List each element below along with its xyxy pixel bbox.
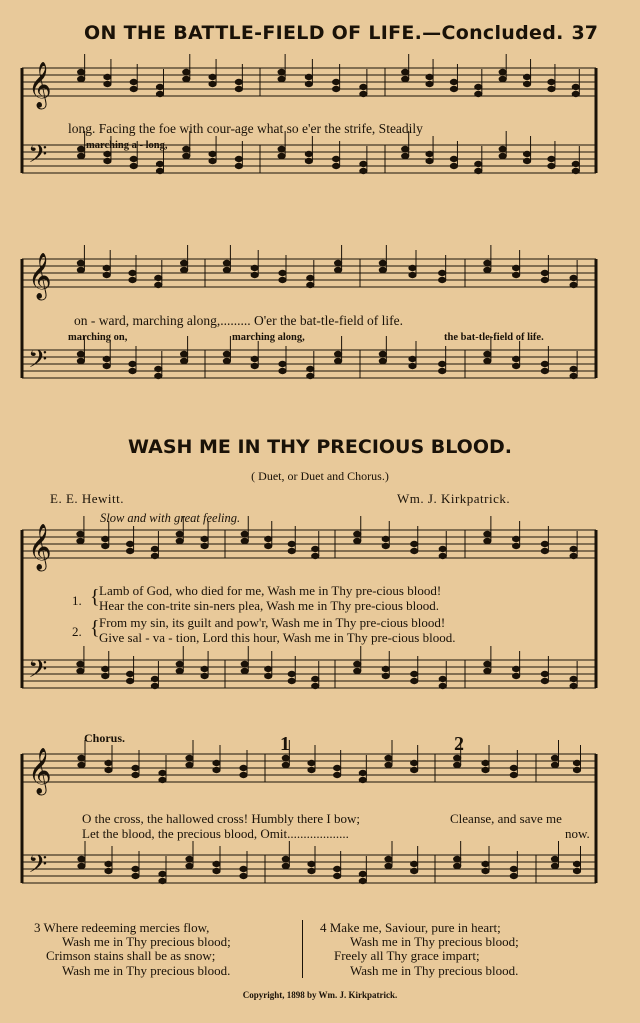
page-header-title: ON THE BATTLE-FIELD OF LIFE.—Concluded. xyxy=(84,22,564,44)
svg-text:𝄢: 𝄢 xyxy=(28,850,48,885)
lyric-line: long. Facing the foe with cour-age what so e'er the strife, Steadily xyxy=(68,121,423,136)
lyric-line: on - ward, marching along,......... O'er the bat-tle-field of life. xyxy=(74,313,403,328)
composer: Wm. J. Kirkpatrick. xyxy=(397,491,511,506)
verse-line: Give sal - va - tion, Lord this hour, Wash me in Thy pre-cious blood. xyxy=(99,630,456,645)
svg-text:𝄞: 𝄞 xyxy=(28,62,52,108)
chorus-label: Chorus. xyxy=(84,731,126,745)
bass-cue-marching-along: marching along, xyxy=(232,332,305,343)
stanza-4: 4 Make me, Saviour, pure in heart; Wash me in Thy precious blood; Freely all Thy grace impart; Wash me in Thy precious blood. xyxy=(320,920,519,978)
svg-text:𝄢: 𝄢 xyxy=(28,345,48,380)
verse-line: From my sin, its guilt and pow'r, Wash me in Thy pre-cious blood! xyxy=(99,615,446,630)
chorus-lyric-ending: now. xyxy=(565,826,590,841)
svg-text:𝄢: 𝄢 xyxy=(28,140,48,175)
lyricist: E. E. Hewitt. xyxy=(50,491,125,506)
svg-text:𝄢: 𝄢 xyxy=(28,655,48,690)
brace-left: { xyxy=(90,586,100,608)
chorus-lyric: O the cross, the hallowed cross! Humbly there I bow; xyxy=(82,811,360,826)
chorus-lyric-ending: Cleanse, and save me xyxy=(450,811,562,826)
verse-line: Lamb of God, who died for me, Wash me in Thy pre-cious blood! xyxy=(99,583,442,598)
bass-cue-marching-along: marching a - long, xyxy=(86,140,168,151)
copyright: Copyright, 1898 by Wm. J. Kirkpatrick. xyxy=(242,990,398,1000)
verse-line: Hear the con-trite sin-ners plea, Wash me in Thy pre-cious blood. xyxy=(99,598,439,613)
svg-text:𝄞: 𝄞 xyxy=(28,253,52,299)
bass-cue-battlefield: the bat-tle-field of life. xyxy=(444,332,544,343)
second-ending-number: 2 xyxy=(454,733,464,755)
first-ending-number: 1 xyxy=(280,733,290,755)
stanza-3: 3 Where redeeming mercies flow, Wash me in Thy precious blood; Crimson stains shall be as snow; Wash me in Thy precious blood. xyxy=(34,920,231,978)
page-number: 37 xyxy=(571,22,598,44)
tempo-marking: Slow and with great feeling. xyxy=(100,511,241,525)
brace-left: { xyxy=(90,617,100,639)
song-title: WASH ME IN THY PRECIOUS BLOOD. xyxy=(128,436,512,458)
song-subtitle: ( Duet, or Duet and Chorus.) xyxy=(251,469,389,483)
chorus-lyric: Let the blood, the precious blood, Omit................... xyxy=(82,826,349,841)
verse-number: 2. xyxy=(72,624,82,639)
svg-text:𝄞: 𝄞 xyxy=(28,524,52,570)
verse-number: 1. xyxy=(72,593,82,608)
svg-text:𝄞: 𝄞 xyxy=(28,748,52,794)
stanza-divider xyxy=(302,920,303,978)
bass-cue-marching-on: marching on, xyxy=(68,332,128,343)
